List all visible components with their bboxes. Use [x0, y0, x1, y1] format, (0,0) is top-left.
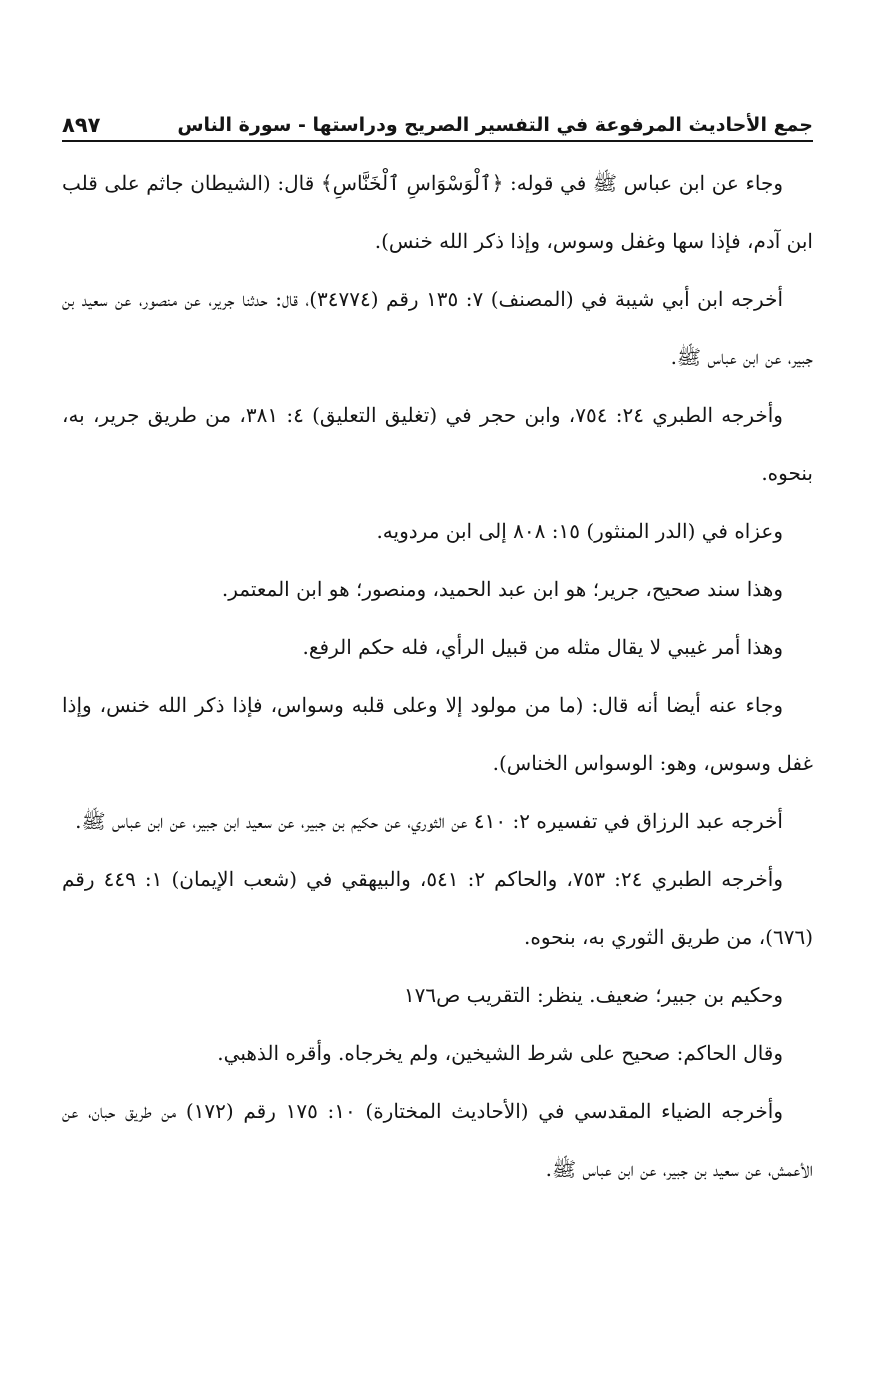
paragraph-tabari-ibn-hajar: وأخرجه الطبري ٢٤: ٧٥٤، وابن حجر في (تغليق التعليق) ٤: ٣٨١، من طريق جرير، به، بنحوه. — [62, 403, 813, 485]
paragraph-durr-manthur: وعزاه في (الدر المنثور) ١٥: ٨٠٨ إلى ابن مردويه. — [376, 519, 783, 543]
body-text — [62, 154, 813, 1198]
paragraph-diya-maqdisi: وأخرجه الضياء المقدسي في (الأحاديث المختارة) ١٠: ١٧٥ رقم (١٧٢) من طريق حبان، عن الأعمش، عن سعيد بن جبير، عن ابن عباس ﷺ. — [62, 1099, 813, 1181]
paragraph-ibn-abbas-quote: وجاء عن ابن عباس ﷺ في قوله: ﴿ٱلْوَسْوَاسِ ٱلْخَنَّاسِ﴾ قال: (الشيطان جاثم على قلب ابن آدم، فإذا سها وغفل وسوس، وإذا ذكر الله خنس). — [62, 171, 813, 253]
paragraph-hakim-daif: وحكيم بن جبير؛ ضعيف. ينظر: التقريب ص١٧٦ — [403, 983, 783, 1007]
paragraph-second-quote: وجاء عنه أيضا أنه قال: (ما من مولود إلا وعلى قلبه وسواس، فإذا ذكر الله خنس، وإذا غفل وسوس، وهو: الوسواس الخناس). — [62, 693, 813, 775]
paragraph-abd-al-razzaq: أخرجه عبد الرزاق في تفسيره ٢: ٤١٠ عن الثوري، عن حكيم بن جبير، عن سعيد ابن جبير، عن ابن عباس ﷺ. — [75, 809, 783, 833]
paragraph-tabari-hakim-bayhaqi: وأخرجه الطبري ٢٤: ٧٥٣، والحاكم ٢: ٥٤١، والبيهقي في (شعب الإيمان) ١: ٤٤٩ رقم (٦٧٦)، من طريق الثوري به، بنحوه. — [62, 867, 813, 949]
page-number: ٨٩٧ — [62, 113, 101, 137]
paragraph-sanad-sahih: وهذا سند صحيح، جرير؛ هو ابن عبد الحميد، ومنصور؛ هو ابن المعتمر. — [221, 577, 783, 601]
header-rule — [62, 140, 813, 142]
paragraph-hakim-sahih: وقال الحاكم: صحيح على شرط الشيخين، ولم يخرجاه. وأقره الذهبي. — [217, 1041, 783, 1065]
paragraph-ibn-abi-shaybah: أخرجه ابن أبي شيبة في (المصنف) ٧: ١٣٥ رقم (٣٤٧٧٤)، قال: حدثنا جرير، عن منصور، عن سعيد بن جبير، عن ابن عباس ﷺ. — [62, 287, 813, 369]
running-header — [62, 108, 813, 142]
paragraph-hukm-raf: وهذا أمر غيبي لا يقال مثله من قبيل الرأي، فله حكم الرفع. — [302, 635, 783, 659]
running-title: جمع الأحاديث المرفوعة في التفسير الصريح ودراستها - سورة الناس — [177, 114, 813, 136]
